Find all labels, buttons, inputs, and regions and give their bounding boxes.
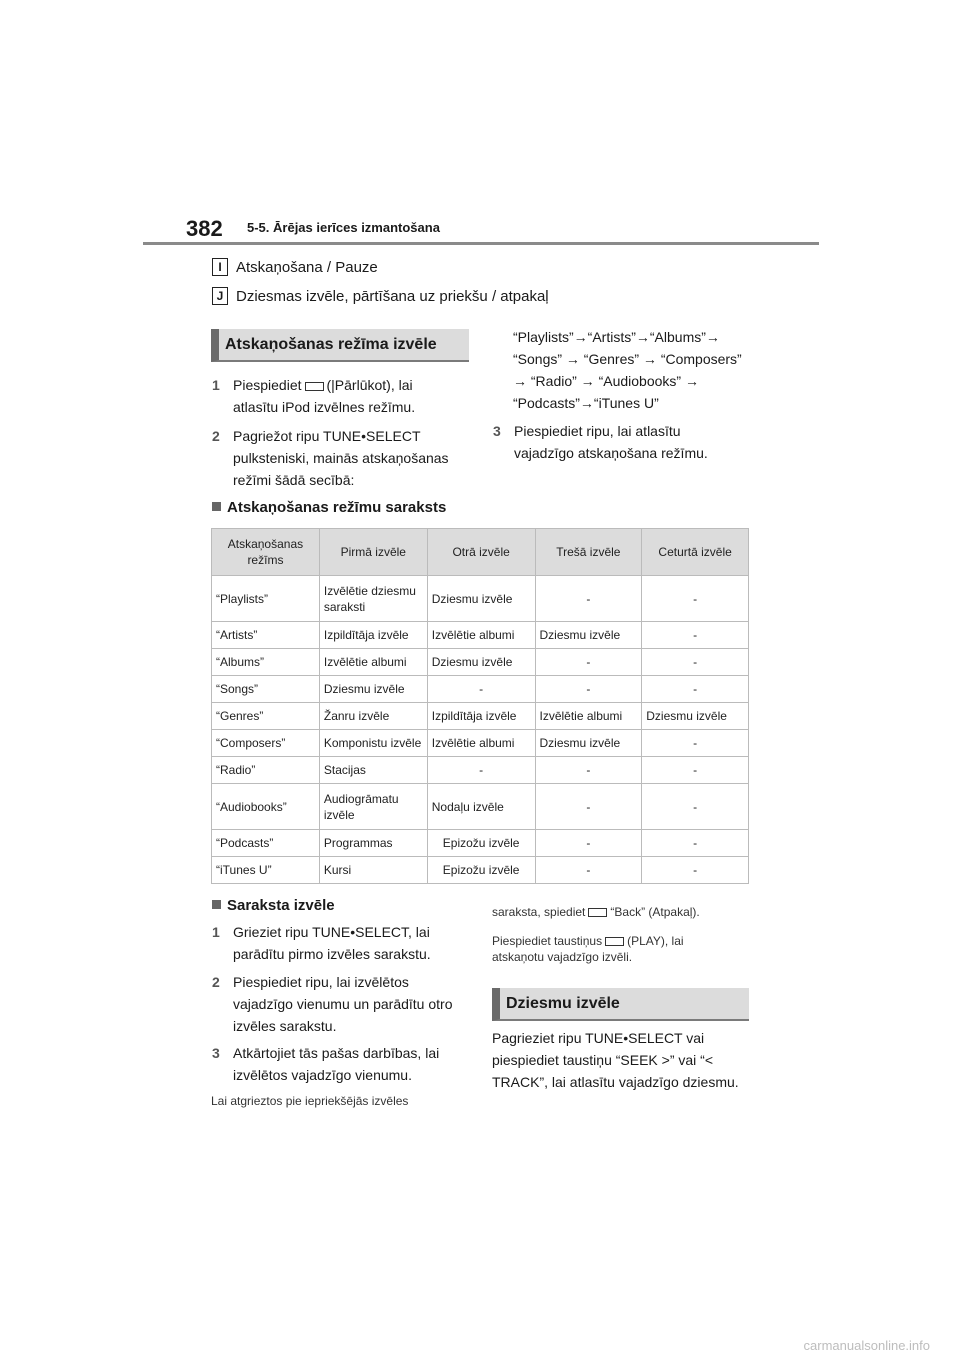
step-text: vajadzīgo atskaņošana režīmu. — [514, 445, 708, 461]
table-cell: - — [642, 676, 749, 703]
table-cell: Epizožu izvēle — [427, 830, 535, 857]
step-text: Piespiediet ripu, lai atlasītu — [514, 423, 681, 439]
note-text: saraksta, spiediet — [492, 905, 586, 919]
sequence-line: “Podcasts”→“iTunes U” — [513, 395, 659, 411]
table-cell: - — [535, 576, 642, 622]
table-cell: “Songs” — [212, 676, 320, 703]
table-row — [212, 703, 749, 730]
step-number: 3 — [493, 423, 501, 439]
section-heading-song-select: Dziesmu izvēle — [492, 988, 749, 1021]
table-cell: Audiogrāmatu izvēle — [319, 784, 427, 830]
table-cell: Dziesmu izvēle — [427, 576, 535, 622]
table-cell: Dziesmu izvēle — [535, 622, 642, 649]
table-cell: Programmas — [319, 830, 427, 857]
table-cell: - — [535, 676, 642, 703]
subheading-list-select — [212, 897, 335, 914]
step-text: pulksteniski, mainās atskaņošanas — [233, 450, 449, 466]
note-text: atskaņotu vajadzīgo izvēli. — [492, 950, 633, 964]
table-cell: “Genres” — [212, 703, 320, 730]
table-cell: - — [642, 622, 749, 649]
table-cell: - — [535, 757, 642, 784]
table-cell: Epizožu izvēle — [427, 857, 535, 884]
table-cell: Stacijas — [319, 757, 427, 784]
table-cell: - — [535, 649, 642, 676]
playmode-step-1 — [212, 374, 472, 418]
table-cell: Izpildītāja izvēle — [319, 622, 427, 649]
subheading-text: Saraksta izvēle — [227, 897, 335, 914]
table-cell: Izvēlētie dziesmu saraksti — [319, 576, 427, 622]
sequence-line: → “Radio” → “Audiobooks” → — [513, 373, 699, 389]
table-cell: Kursi — [319, 857, 427, 884]
header-divider — [143, 242, 819, 245]
table-cell: “Radio” — [212, 757, 320, 784]
note-text: (PLAY), lai — [627, 934, 684, 948]
table-row — [212, 757, 749, 784]
step-text: Grieziet ripu TUNE•SELECT, lai — [233, 924, 430, 940]
subheading-text: Atskaņošanas režīmu saraksts — [227, 499, 447, 516]
step-text: vajadzīgo vienumu un parādītu otro — [233, 996, 453, 1012]
table-row — [212, 649, 749, 676]
table-cell: - — [642, 649, 749, 676]
step-number: 3 — [212, 1045, 220, 1061]
table-cell: - — [642, 730, 749, 757]
table-cell: - — [642, 830, 749, 857]
table-cell: - — [642, 576, 749, 622]
note-text: “Back” (Atpakaļ). — [610, 905, 700, 919]
mode-list-table — [211, 528, 749, 884]
sequence-line: “Playlists”→“Artists”→“Albums”→ — [513, 329, 720, 345]
watermark: carmanualsonline.info — [803, 1338, 930, 1353]
subheading-mode-list — [212, 499, 446, 516]
list-step-3 — [212, 1042, 482, 1086]
table-cell: Izvēlētie albumi — [319, 649, 427, 676]
note-play — [492, 933, 684, 965]
step-text: Pagriežot ripu TUNE•SELECT — [233, 428, 421, 444]
table-cell: - — [535, 857, 642, 884]
page-number: 382 — [186, 216, 223, 241]
playmode-step-3 — [493, 420, 753, 464]
step-number: 2 — [212, 428, 220, 444]
step-text: izvēlētos vajadzīgo vienumu. — [233, 1067, 412, 1083]
key-label-j: J — [212, 287, 228, 305]
playmode-step-2 — [212, 425, 472, 491]
table-cell: - — [535, 830, 642, 857]
table-cell: Izvēlētie albumi — [427, 622, 535, 649]
step-text: izvēles sarakstu. — [233, 1018, 337, 1034]
square-bullet-icon — [212, 502, 221, 511]
note-back-line-1: Lai atgrieztos pie iepriekšējās izvēles — [211, 1094, 409, 1108]
key-line-i — [212, 258, 378, 276]
table-cell: - — [642, 857, 749, 884]
table-header-row — [212, 529, 749, 576]
column-header: Pirmā izvēle — [319, 529, 427, 576]
key-line-j — [212, 287, 549, 305]
key-text-i: Atskaņošana / Pauze — [236, 258, 378, 276]
body-line: piespiediet taustiņu “SEEK >” vai “< — [492, 1052, 714, 1068]
table-cell: Izpildītāja izvēle — [427, 703, 535, 730]
table-cell: Izvēlētie albumi — [427, 730, 535, 757]
table-cell: - — [642, 757, 749, 784]
table-cell: - — [535, 784, 642, 830]
table-row — [212, 576, 749, 622]
step-text: Piespiediet — [233, 377, 302, 393]
table-row — [212, 784, 749, 830]
body-line: Pagrieziet ripu TUNE•SELECT vai — [492, 1030, 705, 1046]
step-number: 2 — [212, 974, 220, 990]
column-header: Atskaņošanas režīms — [212, 529, 320, 576]
table-cell: “Artists” — [212, 622, 320, 649]
table-row — [212, 676, 749, 703]
step-text: Atkārtojiet tās pašas darbības, lai — [233, 1045, 440, 1061]
column-header: Trešā izvēle — [535, 529, 642, 576]
table-cell: - — [427, 676, 535, 703]
browse-button-icon — [305, 382, 324, 391]
table-cell: - — [427, 757, 535, 784]
step-text: režīmi šādā secībā: — [233, 472, 355, 488]
step-number: 1 — [212, 924, 220, 940]
body-line: TRACK”, lai atlasītu vajadzīgo dziesmu. — [492, 1074, 739, 1090]
table-cell: “Composers” — [212, 730, 320, 757]
table-cell: Nodaļu izvēle — [427, 784, 535, 830]
table-cell: “iTunes U” — [212, 857, 320, 884]
step-text: (|Pārlūkot), lai — [326, 377, 413, 393]
step-text: Piespiediet ripu, lai izvēlētos — [233, 974, 409, 990]
play-button-icon — [605, 937, 624, 946]
table-cell: “Podcasts” — [212, 830, 320, 857]
chapter-title: 5-5. Ārējas ierīces izmantošana — [247, 220, 440, 235]
table-cell: Dziesmu izvēle — [642, 703, 749, 730]
column-header: Ceturtā izvēle — [642, 529, 749, 576]
key-text-j: Dziesmas izvēle, pārtīšana uz priekšu / atpakaļ — [236, 287, 549, 305]
table-cell: “Playlists” — [212, 576, 320, 622]
step-text: parādītu pirmo izvēles sarakstu. — [233, 946, 431, 962]
table-row — [212, 830, 749, 857]
table-cell: Žanru izvēle — [319, 703, 427, 730]
table-cell: Dziesmu izvēle — [427, 649, 535, 676]
table-cell: Komponistu izvēle — [319, 730, 427, 757]
list-step-1 — [212, 921, 482, 965]
table-cell: “Audiobooks” — [212, 784, 320, 830]
key-label-i: I — [212, 258, 228, 276]
note-back-line-2 — [492, 904, 700, 920]
note-text: Piespiediet taustiņus — [492, 934, 603, 948]
list-step-2 — [212, 971, 482, 1037]
song-select-text — [492, 1027, 762, 1093]
table-row — [212, 622, 749, 649]
table-cell: Izvēlētie albumi — [535, 703, 642, 730]
step-number: 1 — [212, 377, 220, 393]
sequence-line: “Songs” → “Genres” → “Composers” — [513, 351, 742, 367]
table-cell: - — [642, 784, 749, 830]
section-heading-playmode: Atskaņošanas režīma izvēle — [211, 329, 469, 362]
table-cell: “Albums” — [212, 649, 320, 676]
mode-sequence — [513, 326, 763, 414]
table-cell: Dziesmu izvēle — [535, 730, 642, 757]
back-button-icon — [588, 908, 607, 917]
table-row — [212, 857, 749, 884]
table-cell: Dziesmu izvēle — [319, 676, 427, 703]
step-text: atlasītu iPod izvēlnes režīmu. — [233, 399, 416, 415]
column-header: Otrā izvēle — [427, 529, 535, 576]
table-row — [212, 730, 749, 757]
square-bullet-icon — [212, 900, 221, 909]
